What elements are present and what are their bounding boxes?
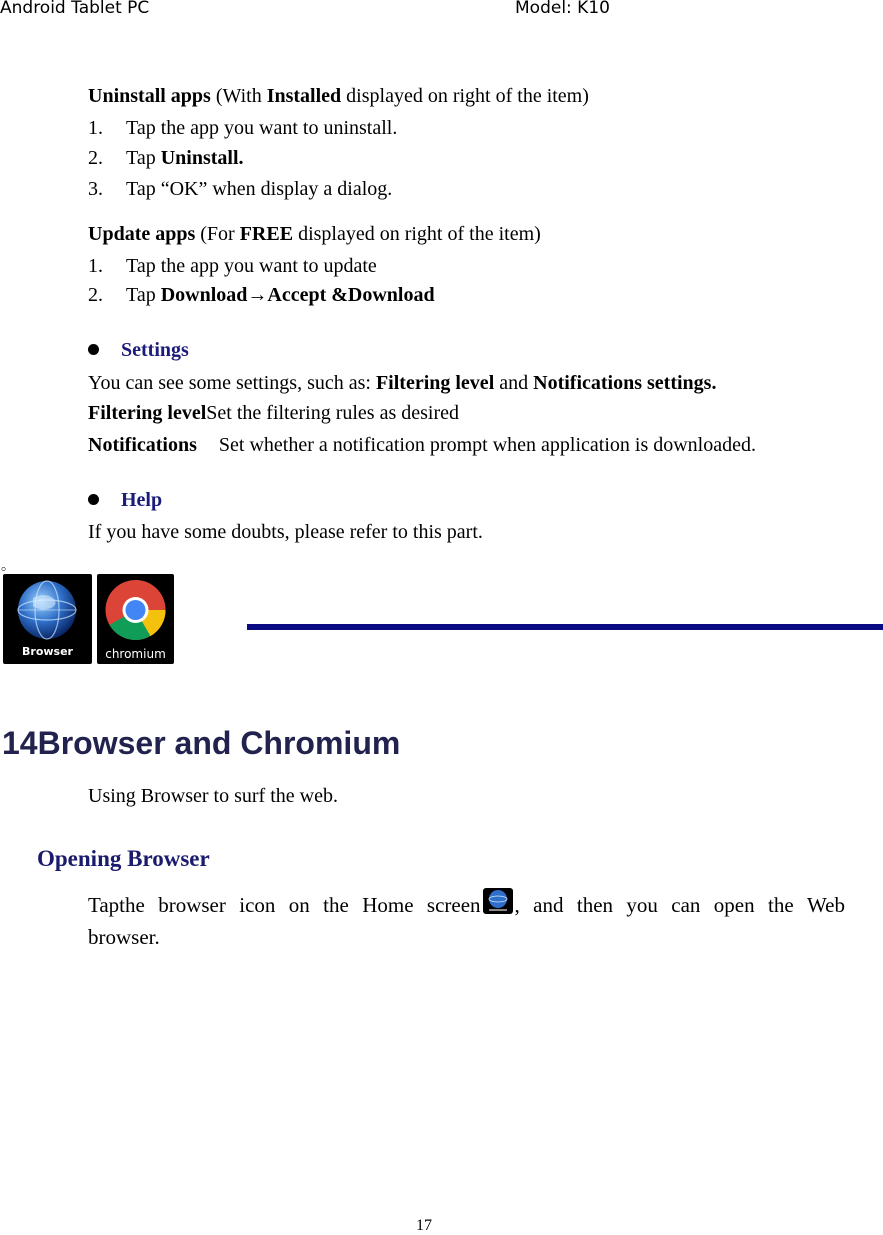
settings-line-2: Filtering levelSet the filtering rules as desired (88, 402, 460, 424)
stray-mark: 。 (1, 559, 15, 574)
header-right: Model: K10 (515, 0, 610, 18)
chapter-intro: Using Browser to surf the web. (88, 785, 338, 807)
list-item: 2. Tap Uninstall. (88, 147, 244, 169)
opening-line-2: browser. (88, 925, 160, 949)
browser-label: Browser (22, 645, 73, 658)
browser-inline-icon (483, 888, 513, 914)
list-item: 1. Tap the app you want to uninstall. (88, 117, 398, 139)
help-text: If you have some doubts, please refer to this part. (88, 521, 483, 543)
list-item: 2. Tap Download→Accept &Download (88, 284, 435, 306)
help-bullet: Help (88, 489, 162, 512)
uninstall-heading: Uninstall apps (With Installed displayed on right of the item) (88, 85, 589, 107)
bullet-icon (88, 344, 99, 355)
opening-paragraph (88, 889, 845, 953)
chapter-title: 14Browser and Chromium (2, 725, 401, 761)
header-left: Android Tablet PC (0, 0, 150, 18)
chromium-app-icon[interactable] (97, 574, 174, 664)
opening-line-1: Tapthe browser icon on the Home screen , and then you can open the Web (88, 889, 845, 921)
section-divider (247, 624, 883, 630)
settings-line-1: You can see some settings, such as: Filtering level and Notifications settings. (88, 372, 717, 394)
list-item: 3. Tap “OK” when display a dialog. (88, 178, 393, 200)
browser-app-icon[interactable] (3, 574, 92, 664)
page-number: 17 (416, 1217, 432, 1234)
chromium-label: chromium (105, 647, 166, 661)
settings-line-3: Notifications Set whether a notification prompt when application is downloaded. (88, 434, 756, 456)
settings-bullet: Settings (88, 339, 189, 362)
bullet-icon (88, 494, 99, 505)
list-item: 1. Tap the app you want to update (88, 255, 377, 277)
opening-browser-heading: Opening Browser (37, 846, 210, 871)
update-heading: Update apps (For FREE displayed on right of the item) (88, 223, 541, 245)
